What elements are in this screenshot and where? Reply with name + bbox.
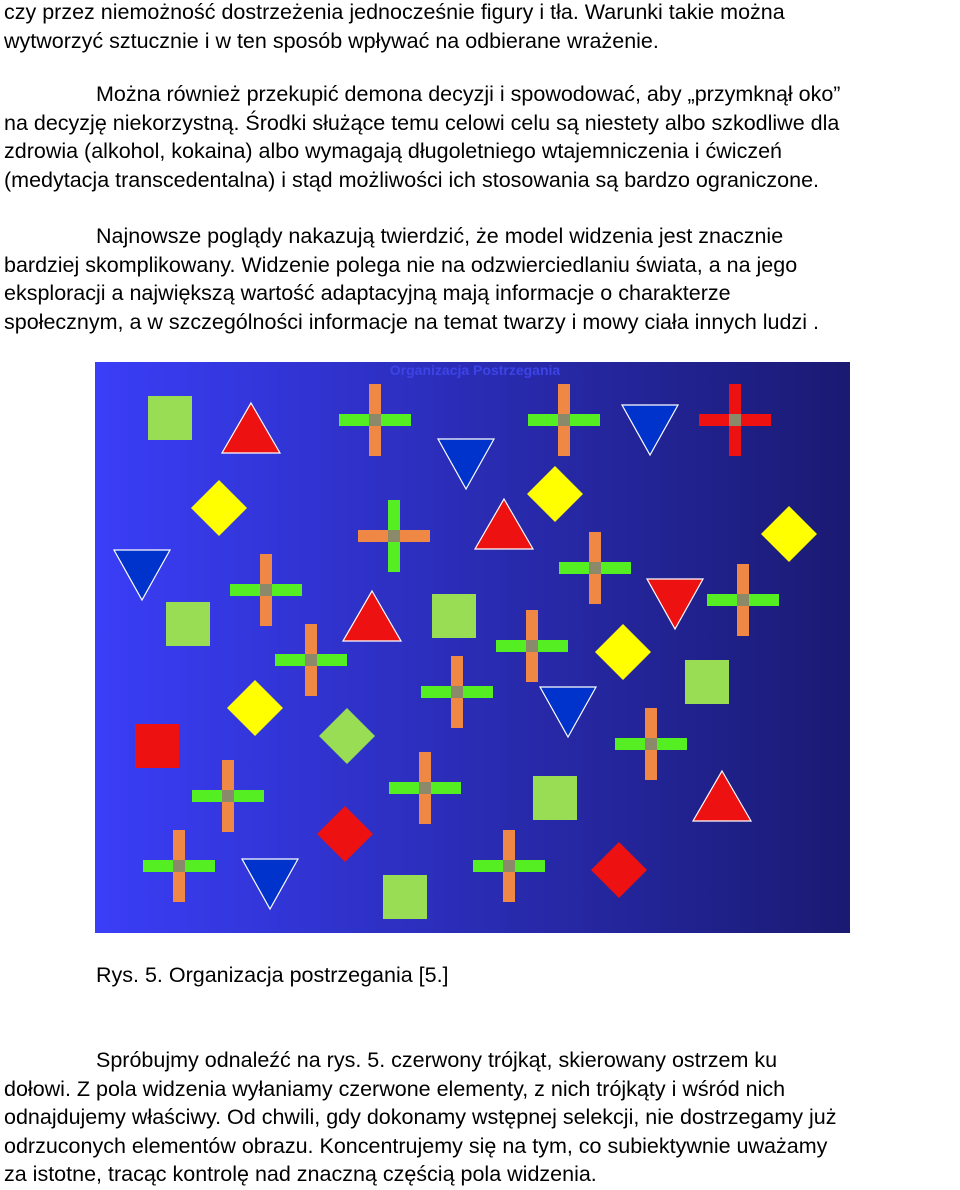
square-shape — [432, 594, 476, 638]
cross-center — [503, 860, 515, 872]
text-line: dołowi. Z pola widzenia wyłaniamy czerwone elementy, z nich trójkąty i wśród nich — [4, 1076, 786, 1101]
square-shape — [148, 396, 192, 440]
paragraph-1 — [4, 0, 954, 55]
text-line: eksploracji a największą wartość adaptacyjną mają informacje o charakterze — [4, 281, 731, 305]
cross-center — [589, 562, 601, 574]
square-shape — [685, 660, 729, 704]
square-shape — [533, 776, 577, 820]
figure-caption: Rys. 5. Organizacja postrzegania [5.] — [96, 963, 449, 987]
square-shape — [383, 875, 427, 919]
paragraph-3 — [4, 222, 954, 336]
cross-center — [451, 686, 463, 698]
cross-center — [526, 640, 538, 652]
text-line: odrzuconych elementów obrazu. Koncentrujemy się na tym, co subiektywnie uważamy — [4, 1133, 828, 1158]
text-line: Można również przekupić demona decyzji i spowodować, aby „przymknął oko” — [96, 82, 841, 106]
text-line: na decyzję niekorzystną. Środki służące temu celowi celu są niestety albo szkodliwe dla — [4, 110, 840, 135]
cross-center — [305, 654, 317, 666]
text-line: bardziej skomplikowany. Widzenie polega nie na odzwierciedlaniu świata, a na jego — [4, 252, 798, 277]
figure-title: Organizacja Postrzegania — [389, 362, 561, 378]
paragraph-2 — [4, 80, 954, 194]
figure-canvas — [95, 362, 850, 933]
cross-center — [369, 414, 381, 426]
text-line: (medytacja transcedentalna) i stąd możliwości ich stosowania są bardzo ograniczone. — [4, 167, 820, 192]
cross-center — [737, 594, 749, 606]
text-line: wytworzyć sztucznie i w ten sposób wpływać na odbierane wrażenie. — [4, 28, 659, 53]
text-line: Spróbujmy odnaleźć na rys. 5. czerwony trójkąt, skierowany ostrzem ku — [96, 1048, 778, 1072]
cross-center — [222, 790, 234, 802]
text-line: Najnowsze poglądy nakazują twierdzić, że model widzenia jest znacznie — [96, 224, 784, 248]
square-shape — [166, 602, 210, 646]
text-line: czy przez niemożność dostrzeżenia jednocześnie figury i tła. Warunki takie można — [4, 0, 785, 24]
cross-center — [419, 782, 431, 794]
square-shape — [135, 724, 179, 768]
text-line: za istotne, tracąc kontrolę nad znaczną częścią pola widzenia. — [4, 1162, 597, 1186]
text-line: zdrowia (alkohol, kokaina) albo wymagają długoletniego wtajemniczenia i ćwiczeń — [4, 139, 782, 163]
text-line: społecznym, a w szczególności informacje na temat twarzy i mowy ciała innych ludzi . — [4, 309, 819, 334]
text-line: odnajdujemy właściwy. Od chwili, gdy dokonamy wstępnej selekcji, nie dostrzegamy już — [4, 1105, 837, 1129]
cross-center — [388, 530, 400, 542]
cross-center — [645, 738, 657, 750]
perception-figure — [95, 362, 850, 933]
cross-center — [173, 860, 185, 872]
cross-center — [260, 584, 272, 596]
cross-center — [558, 414, 570, 426]
cross-center — [729, 414, 741, 426]
paragraph-4 — [4, 1046, 954, 1189]
